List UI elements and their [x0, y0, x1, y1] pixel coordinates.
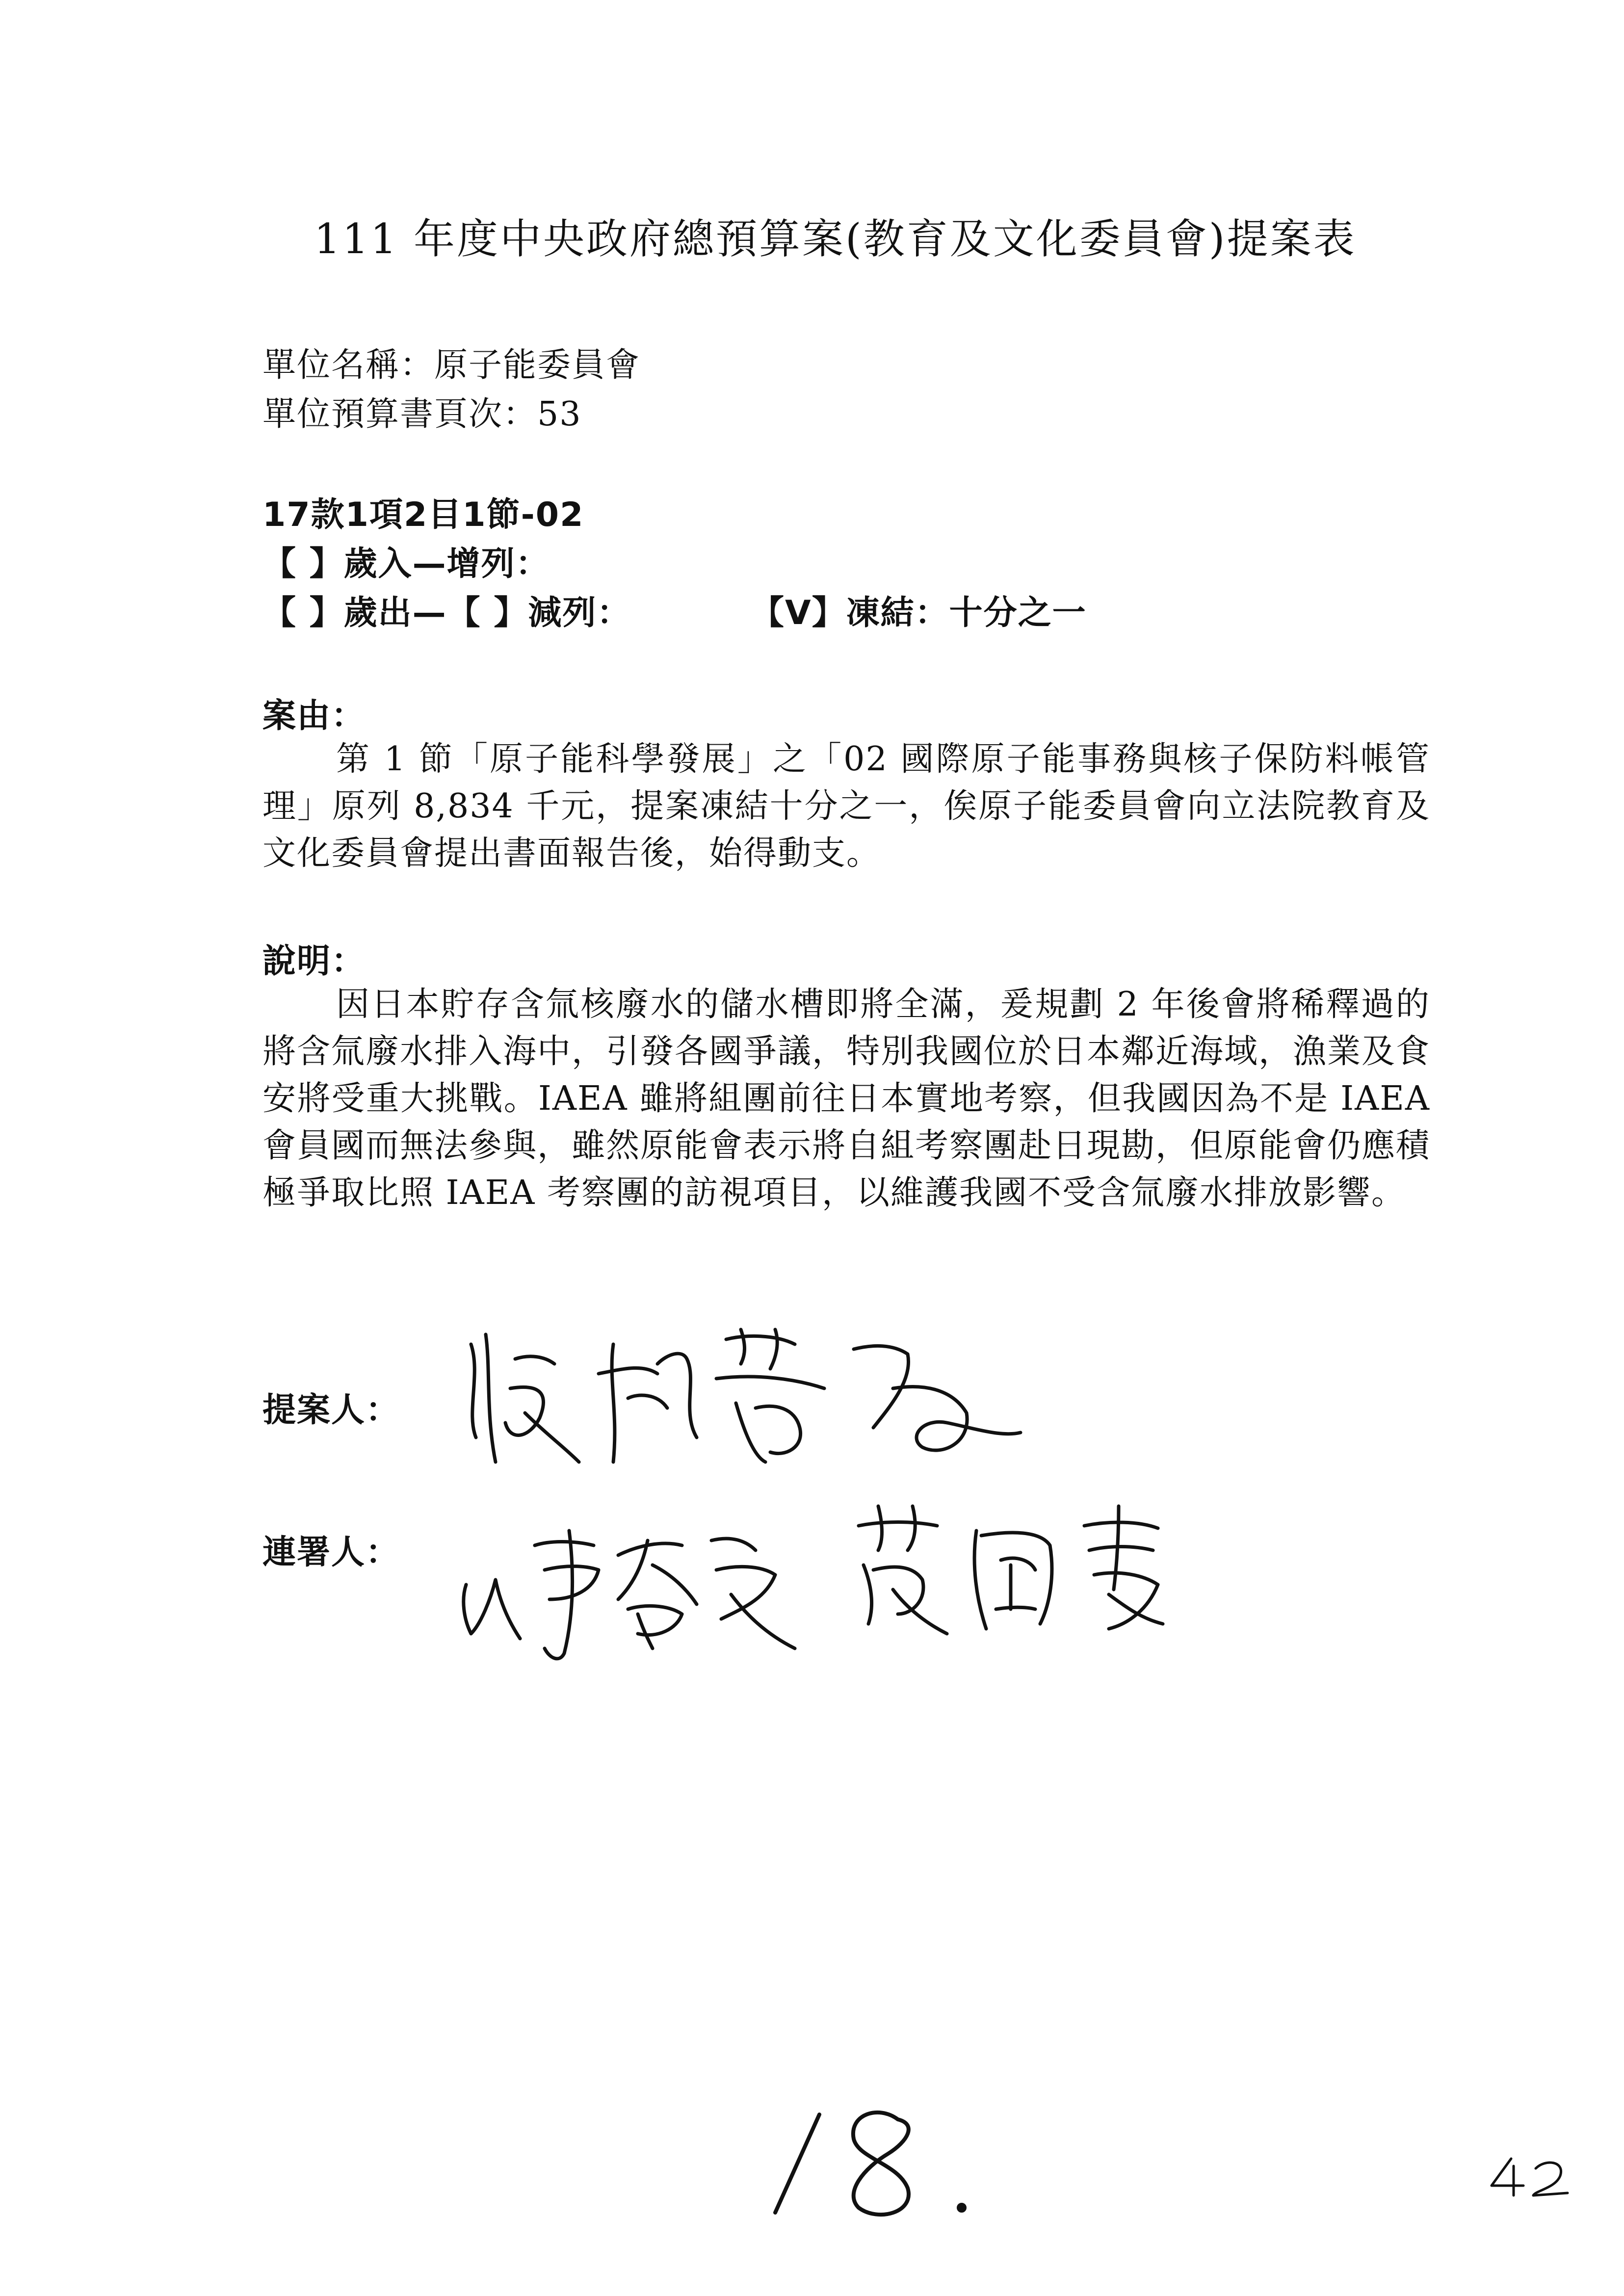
handwritten-corner-number — [1482, 2149, 1580, 2205]
revenue-line: 【 】歲入—增列： — [262, 545, 550, 583]
cosigner-signature-2 — [844, 1491, 1178, 1639]
cosigner-signature-1 — [451, 1501, 805, 1668]
proposer-label: 提案人： — [262, 1391, 400, 1430]
proposer-signature — [451, 1315, 1040, 1477]
expense-line: 【 】歲出—【 】減列： — [262, 594, 631, 632]
cosigner-label: 連署人： — [262, 1533, 400, 1572]
reason-heading: 案由： — [262, 697, 366, 735]
document-title: 111 年度中央政府總預算案(教育及文化委員會)提案表 — [314, 215, 1357, 263]
budget-item-code: 17款1項2目1節-02 — [262, 496, 584, 534]
unit-budget-page: 單位預算書頁次：53 — [262, 395, 582, 434]
handwritten-page-mark — [736, 2085, 1011, 2234]
reason-body: 第 1 節「原子能科學發展」之「02 國際原子能事務與核子保防料帳管理」原列 8,834 千元，提案凍結十分之一，俟原子能委員會向立法院教育及文化委員會提出書面報告後，始得動支。 — [262, 740, 1430, 873]
explanation-heading: 說明： — [262, 942, 366, 981]
explanation-body: 因日本貯存含氚核廢水的儲水槽即將全滿，爰規劃 2 年後會將稀釋過的將含氚廢水排入海中，引發各國爭議，特別我國位於日本鄰近海域，漁業及食安將受重大挑戰。IAEA 雖將組團前往日本實地考察，但我國因為不是 IAEA 會員國而無法參與，雖然原能會表示將自組考察團赴日現勘，但原能會仍應積極爭取比照 IAEA 考察團的訪視項目，以維護我國不受含氚廢水排放影響。 — [262, 985, 1431, 1212]
unit-name: 單位名稱：原子能委員會 — [262, 346, 641, 385]
freeze-line: 【V】凍結：十分之一 — [751, 594, 1087, 632]
